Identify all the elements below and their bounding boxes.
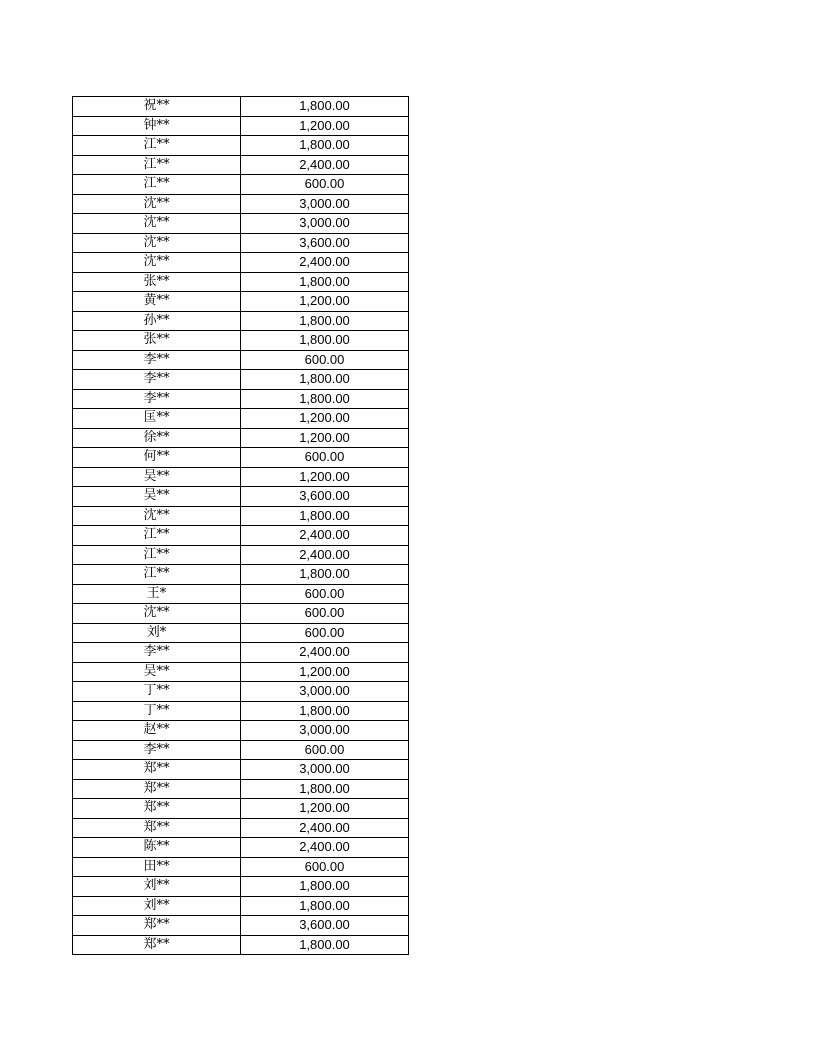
table-row — [73, 818, 409, 838]
name-cell: 江** — [73, 565, 241, 585]
amount-cell: 2,400.00 — [241, 545, 409, 565]
amount-cell: 1,200.00 — [241, 428, 409, 448]
name-cell: 吴** — [73, 467, 241, 487]
name-cell: 匡** — [73, 409, 241, 429]
amount-cell: 1,800.00 — [241, 565, 409, 585]
name-cell: 沈** — [73, 214, 241, 234]
name-cell: 江** — [73, 545, 241, 565]
name-cell: 郑** — [73, 916, 241, 936]
name-cell: 李** — [73, 350, 241, 370]
table-row — [73, 194, 409, 214]
table-row — [73, 682, 409, 702]
amount-cell: 2,400.00 — [241, 818, 409, 838]
amount-cell: 3,000.00 — [241, 721, 409, 741]
amount-cell: 1,800.00 — [241, 935, 409, 955]
name-cell: 沈** — [73, 253, 241, 273]
amount-cell: 1,200.00 — [241, 292, 409, 312]
table-row — [73, 877, 409, 897]
amount-cell: 3,000.00 — [241, 194, 409, 214]
table-row — [73, 155, 409, 175]
table-row — [73, 643, 409, 663]
name-cell: 刘** — [73, 896, 241, 916]
table-row — [73, 721, 409, 741]
table-row — [73, 233, 409, 253]
name-cell: 李** — [73, 389, 241, 409]
name-cell: 钟** — [73, 116, 241, 136]
table-row — [73, 175, 409, 195]
name-cell: 江** — [73, 526, 241, 546]
table-row — [73, 487, 409, 507]
amount-cell: 1,800.00 — [241, 331, 409, 351]
name-cell: 吴** — [73, 662, 241, 682]
payment-table — [72, 96, 409, 955]
amount-cell: 600.00 — [241, 857, 409, 877]
table-row — [73, 311, 409, 331]
name-cell: 郑** — [73, 799, 241, 819]
amount-cell: 1,200.00 — [241, 467, 409, 487]
table-row — [73, 467, 409, 487]
amount-cell: 3,000.00 — [241, 760, 409, 780]
name-cell: 丁** — [73, 682, 241, 702]
name-cell: 孙** — [73, 311, 241, 331]
amount-cell: 1,200.00 — [241, 799, 409, 819]
name-cell: 江** — [73, 136, 241, 156]
name-cell: 丁** — [73, 701, 241, 721]
table-row — [73, 565, 409, 585]
table-row — [73, 253, 409, 273]
amount-cell: 1,800.00 — [241, 877, 409, 897]
table-row — [73, 545, 409, 565]
name-cell: 张** — [73, 331, 241, 351]
table-row — [73, 272, 409, 292]
table-row — [73, 896, 409, 916]
amount-cell: 1,800.00 — [241, 701, 409, 721]
table-row — [73, 136, 409, 156]
table-row — [73, 526, 409, 546]
amount-cell: 3,000.00 — [241, 214, 409, 234]
amount-cell: 600.00 — [241, 350, 409, 370]
amount-cell: 3,600.00 — [241, 487, 409, 507]
name-cell: 李** — [73, 370, 241, 390]
amount-cell: 600.00 — [241, 448, 409, 468]
table-row — [73, 116, 409, 136]
amount-cell: 1,800.00 — [241, 896, 409, 916]
table-row — [73, 701, 409, 721]
amount-cell: 1,800.00 — [241, 136, 409, 156]
name-cell: 刘** — [73, 877, 241, 897]
name-cell: 田** — [73, 857, 241, 877]
name-cell: 江** — [73, 175, 241, 195]
table-row — [73, 604, 409, 624]
amount-cell: 2,400.00 — [241, 253, 409, 273]
table-row — [73, 857, 409, 877]
name-cell: 张** — [73, 272, 241, 292]
name-cell: 郑** — [73, 818, 241, 838]
name-cell: 王* — [73, 584, 241, 604]
name-cell: 郑** — [73, 760, 241, 780]
table-row — [73, 370, 409, 390]
name-cell: 吴** — [73, 487, 241, 507]
table-row — [73, 428, 409, 448]
table-row — [73, 506, 409, 526]
table-row — [73, 331, 409, 351]
table-row — [73, 760, 409, 780]
table-row — [73, 448, 409, 468]
amount-cell: 3,000.00 — [241, 682, 409, 702]
table-row — [73, 97, 409, 117]
amount-cell: 600.00 — [241, 584, 409, 604]
amount-cell: 2,400.00 — [241, 526, 409, 546]
table-row — [73, 838, 409, 858]
amount-cell: 1,800.00 — [241, 311, 409, 331]
table-body — [73, 97, 409, 955]
amount-cell: 600.00 — [241, 740, 409, 760]
amount-cell: 600.00 — [241, 623, 409, 643]
amount-cell: 1,200.00 — [241, 116, 409, 136]
name-cell: 李** — [73, 643, 241, 663]
table-row — [73, 779, 409, 799]
amount-cell: 2,400.00 — [241, 838, 409, 858]
amount-cell: 2,400.00 — [241, 643, 409, 663]
name-cell: 沈** — [73, 233, 241, 253]
amount-cell: 600.00 — [241, 604, 409, 624]
table-row — [73, 623, 409, 643]
amount-cell: 1,800.00 — [241, 389, 409, 409]
name-cell: 刘* — [73, 623, 241, 643]
name-cell: 黄** — [73, 292, 241, 312]
amount-cell: 2,400.00 — [241, 155, 409, 175]
table-row — [73, 350, 409, 370]
name-cell: 郑** — [73, 779, 241, 799]
amount-cell: 3,600.00 — [241, 233, 409, 253]
amount-cell: 600.00 — [241, 175, 409, 195]
table-row — [73, 292, 409, 312]
name-cell: 沈** — [73, 194, 241, 214]
amount-cell: 3,600.00 — [241, 916, 409, 936]
name-cell: 徐** — [73, 428, 241, 448]
amount-cell: 1,800.00 — [241, 506, 409, 526]
name-cell: 赵** — [73, 721, 241, 741]
name-cell: 江** — [73, 155, 241, 175]
amount-cell: 1,200.00 — [241, 409, 409, 429]
name-cell: 何** — [73, 448, 241, 468]
table-row — [73, 389, 409, 409]
amount-cell: 1,800.00 — [241, 779, 409, 799]
table-row — [73, 662, 409, 682]
table-row — [73, 799, 409, 819]
name-cell: 李** — [73, 740, 241, 760]
amount-cell: 1,800.00 — [241, 97, 409, 117]
table-row — [73, 409, 409, 429]
table-row — [73, 935, 409, 955]
name-cell: 祝** — [73, 97, 241, 117]
name-cell: 郑** — [73, 935, 241, 955]
table-row — [73, 214, 409, 234]
amount-cell: 1,200.00 — [241, 662, 409, 682]
amount-cell: 1,800.00 — [241, 370, 409, 390]
amount-cell: 1,800.00 — [241, 272, 409, 292]
table-row — [73, 584, 409, 604]
name-cell: 沈** — [73, 506, 241, 526]
table-row — [73, 740, 409, 760]
table-row — [73, 916, 409, 936]
name-cell: 陈** — [73, 838, 241, 858]
name-cell: 沈** — [73, 604, 241, 624]
